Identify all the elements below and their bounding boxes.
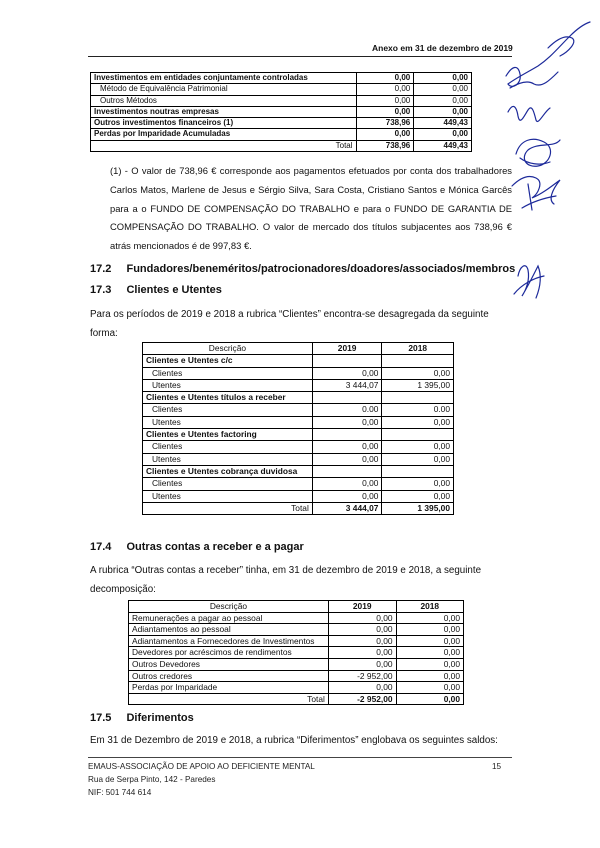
section-17-4-intro: A rubrica “Outras contas a receber” tinha, em 31 de dezembro de 2019 e 2018, a seguinte decomposição: bbox=[90, 565, 482, 595]
section-17-5-intro: Em 31 de Dezembro de 2019 e 2018, a rubrica “Diferimentos” englobava os seguintes saldos: bbox=[90, 735, 498, 746]
value-2019: 0,00 bbox=[328, 682, 396, 694]
section-number: 17.5 bbox=[90, 712, 112, 724]
table-row bbox=[143, 404, 454, 416]
margin-signatures bbox=[498, 8, 598, 328]
value-2018: 1 395,00 bbox=[382, 379, 454, 391]
total-row bbox=[129, 693, 464, 705]
value-2019: 0,00 bbox=[356, 95, 414, 106]
value-2019: 3 444,07 bbox=[312, 379, 382, 391]
value-2018: 0,00 bbox=[414, 106, 472, 117]
total-2019: 3 444,07 bbox=[312, 502, 382, 514]
total-label: Total bbox=[129, 693, 329, 705]
section-17-4-heading bbox=[90, 541, 304, 553]
value-2018: 0,00 bbox=[396, 624, 463, 636]
section-number: 17.3 bbox=[90, 284, 112, 296]
table-row bbox=[91, 95, 472, 106]
row-label: Adiantamentos a Fornecedores de Investimentos bbox=[129, 635, 329, 647]
footer-address: Rua de Serpa Pinto, 142 - Paredes bbox=[88, 775, 216, 784]
table-row bbox=[91, 129, 472, 140]
value-2019: 0,00 bbox=[312, 478, 382, 490]
row-label: Adiantamentos ao pessoal bbox=[129, 624, 329, 636]
value-2018: 0,00 bbox=[396, 682, 463, 694]
value-2019: 0,00 bbox=[312, 367, 382, 379]
table-row bbox=[129, 670, 464, 682]
row-label: Clientes bbox=[143, 404, 313, 416]
table-header-row bbox=[143, 343, 454, 355]
footnote-text: - O valor de 738,96 € corresponde aos pagamentos efetuados por conta dos trabalhadores Carlos Matos, Marlene de Jesus e Sérgio Silva, Sara Costa, Cristiano Santos e Mónica Garcês para a o FUNDO DE COMPENSAÇÃO DO TRABALHO e para o FUNDO DE GARANTIA DE COMPENSAÇÃO DO TRABALHO. O valor de mercado dos títulos subjacentes aos 738,96 € atrás mencionados é de 997,83 €. bbox=[110, 165, 512, 252]
group-row bbox=[143, 392, 454, 404]
total-row bbox=[91, 140, 472, 151]
table-header-row bbox=[129, 601, 464, 613]
row-label: Perdas por Imparidade Acumuladas bbox=[91, 129, 357, 140]
section-title: Clientes e Utentes bbox=[126, 284, 222, 296]
value-2018: 0,00 bbox=[414, 129, 472, 140]
value-2019: 0,00 bbox=[312, 416, 382, 428]
column-header: 2019 bbox=[312, 343, 382, 355]
footnote-marker: (1) bbox=[110, 165, 122, 176]
column-header: Descrição bbox=[129, 601, 329, 613]
table-row bbox=[143, 441, 454, 453]
group-row bbox=[143, 355, 454, 367]
footer-organization: EMAUS-ASSOCIAÇÃO DE APOIO AO DEFICIENTE MENTAL bbox=[88, 762, 315, 771]
group-title: Clientes e Utentes factoring bbox=[143, 429, 313, 441]
table-row bbox=[143, 478, 454, 490]
value-2018: 0,00 bbox=[396, 670, 463, 682]
column-header: 2019 bbox=[328, 601, 396, 613]
header-divider bbox=[88, 56, 512, 57]
table-row bbox=[91, 106, 472, 117]
value-2018: 0,00 bbox=[382, 367, 454, 379]
value-2019: 0,00 bbox=[328, 658, 396, 670]
value-2019: 0,00 bbox=[356, 73, 414, 84]
total-label: Total bbox=[91, 140, 357, 151]
table-row bbox=[129, 635, 464, 647]
value-2019: 0.00 bbox=[312, 404, 382, 416]
value-2019: 0,00 bbox=[356, 84, 414, 95]
value-2018: 0,00 bbox=[396, 635, 463, 647]
value-2018: 449,43 bbox=[414, 118, 472, 129]
section-title: Outras contas a receber e a pagar bbox=[126, 541, 304, 553]
column-header: Descrição bbox=[143, 343, 313, 355]
clients-table bbox=[142, 342, 454, 515]
row-label: Clientes bbox=[143, 441, 313, 453]
total-2018: 449,43 bbox=[414, 140, 472, 151]
row-label: Perdas por Imparidade bbox=[129, 682, 329, 694]
value-2019: -2 952,00 bbox=[328, 670, 396, 682]
row-label: Utentes bbox=[143, 379, 313, 391]
total-2018: 1 395,00 bbox=[382, 502, 454, 514]
row-label: Clientes bbox=[143, 478, 313, 490]
row-label: Utentes bbox=[143, 416, 313, 428]
other-accounts-table bbox=[128, 600, 464, 705]
row-label: Utentes bbox=[143, 490, 313, 502]
row-label: Outros investimentos financeiros (1) bbox=[91, 118, 357, 129]
section-number: 17.2 bbox=[90, 263, 112, 275]
column-header: 2018 bbox=[382, 343, 454, 355]
section-number: 17.4 bbox=[90, 541, 112, 553]
group-title: Clientes e Utentes títulos a receber bbox=[143, 392, 313, 404]
total-row bbox=[143, 502, 454, 514]
footer-nif: NIF: 501 744 614 bbox=[88, 788, 152, 797]
row-label: Utentes bbox=[143, 453, 313, 465]
total-label: Total bbox=[143, 502, 313, 514]
group-row bbox=[143, 429, 454, 441]
total-2019: 738,96 bbox=[356, 140, 414, 151]
total-2019: -2 952,00 bbox=[328, 693, 396, 705]
table-row bbox=[129, 647, 464, 659]
section-17-3-heading bbox=[90, 284, 222, 296]
table-row bbox=[143, 379, 454, 391]
row-label: Remunerações a pagar ao pessoal bbox=[129, 612, 329, 624]
table-row bbox=[143, 490, 454, 502]
row-label: Outros credores bbox=[129, 670, 329, 682]
footer-divider bbox=[88, 757, 512, 758]
section-17-2-heading bbox=[90, 263, 515, 275]
value-2018: 0,00 bbox=[382, 441, 454, 453]
table-row bbox=[143, 367, 454, 379]
section-17-3-intro: Para os períodos de 2019 e 2018 a rubrica “Clientes” encontra-se desagregada da seguinte forma: bbox=[90, 309, 489, 339]
value-2018: 0,00 bbox=[414, 95, 472, 106]
group-row bbox=[143, 465, 454, 477]
group-title: Clientes e Utentes cobrança duvidosa bbox=[143, 465, 313, 477]
row-label: Investimentos noutras empresas bbox=[91, 106, 357, 117]
table-row bbox=[91, 118, 472, 129]
table-row bbox=[143, 416, 454, 428]
row-label: Clientes bbox=[143, 367, 313, 379]
value-2019: 0,00 bbox=[312, 441, 382, 453]
value-2018: 0,00 bbox=[382, 490, 454, 502]
page-header-title: Anexo em 31 de dezembro de 2019 bbox=[372, 43, 513, 53]
value-2019: 0,00 bbox=[328, 635, 396, 647]
value-2019: 0,00 bbox=[312, 453, 382, 465]
table-row bbox=[129, 612, 464, 624]
table-row bbox=[129, 624, 464, 636]
table-row bbox=[129, 658, 464, 670]
value-2019: 0,00 bbox=[356, 129, 414, 140]
value-2018: 0,00 bbox=[414, 73, 472, 84]
value-2018: 0.00 bbox=[382, 404, 454, 416]
table-row bbox=[129, 682, 464, 694]
row-label: Outros Devedores bbox=[129, 658, 329, 670]
value-2018: 0,00 bbox=[396, 612, 463, 624]
section-title: Diferimentos bbox=[126, 712, 194, 724]
value-2019: 738,96 bbox=[356, 118, 414, 129]
value-2019: 0,00 bbox=[328, 612, 396, 624]
value-2019: 0,00 bbox=[356, 106, 414, 117]
value-2019: 0,00 bbox=[328, 624, 396, 636]
value-2018: 0,00 bbox=[382, 478, 454, 490]
section-title: Fundadores/beneméritos/patrocionadores/doadores/associados/membros bbox=[126, 263, 516, 275]
value-2018: 0,00 bbox=[396, 647, 463, 659]
investments-table bbox=[90, 72, 472, 152]
footnote-1 bbox=[110, 162, 512, 256]
table-row bbox=[91, 84, 472, 95]
total-2018: 0,00 bbox=[396, 693, 463, 705]
column-header: 2018 bbox=[396, 601, 463, 613]
row-label: Método de Equivalência Patrimonial bbox=[91, 84, 357, 95]
table-row bbox=[91, 73, 472, 84]
value-2019: 0,00 bbox=[312, 490, 382, 502]
value-2018: 0,00 bbox=[414, 84, 472, 95]
value-2018: 0,00 bbox=[382, 453, 454, 465]
value-2019: 0,00 bbox=[328, 647, 396, 659]
table-row bbox=[143, 453, 454, 465]
page-number: 15 bbox=[492, 762, 502, 771]
section-17-5-heading bbox=[90, 712, 194, 724]
row-label: Devedores por acréscimos de rendimentos bbox=[129, 647, 329, 659]
group-title: Clientes e Utentes c/c bbox=[143, 355, 313, 367]
row-label: Investimentos em entidades conjuntamente controladas bbox=[91, 73, 357, 84]
row-label: Outros Métodos bbox=[91, 95, 357, 106]
value-2018: 0,00 bbox=[396, 658, 463, 670]
value-2018: 0,00 bbox=[382, 416, 454, 428]
